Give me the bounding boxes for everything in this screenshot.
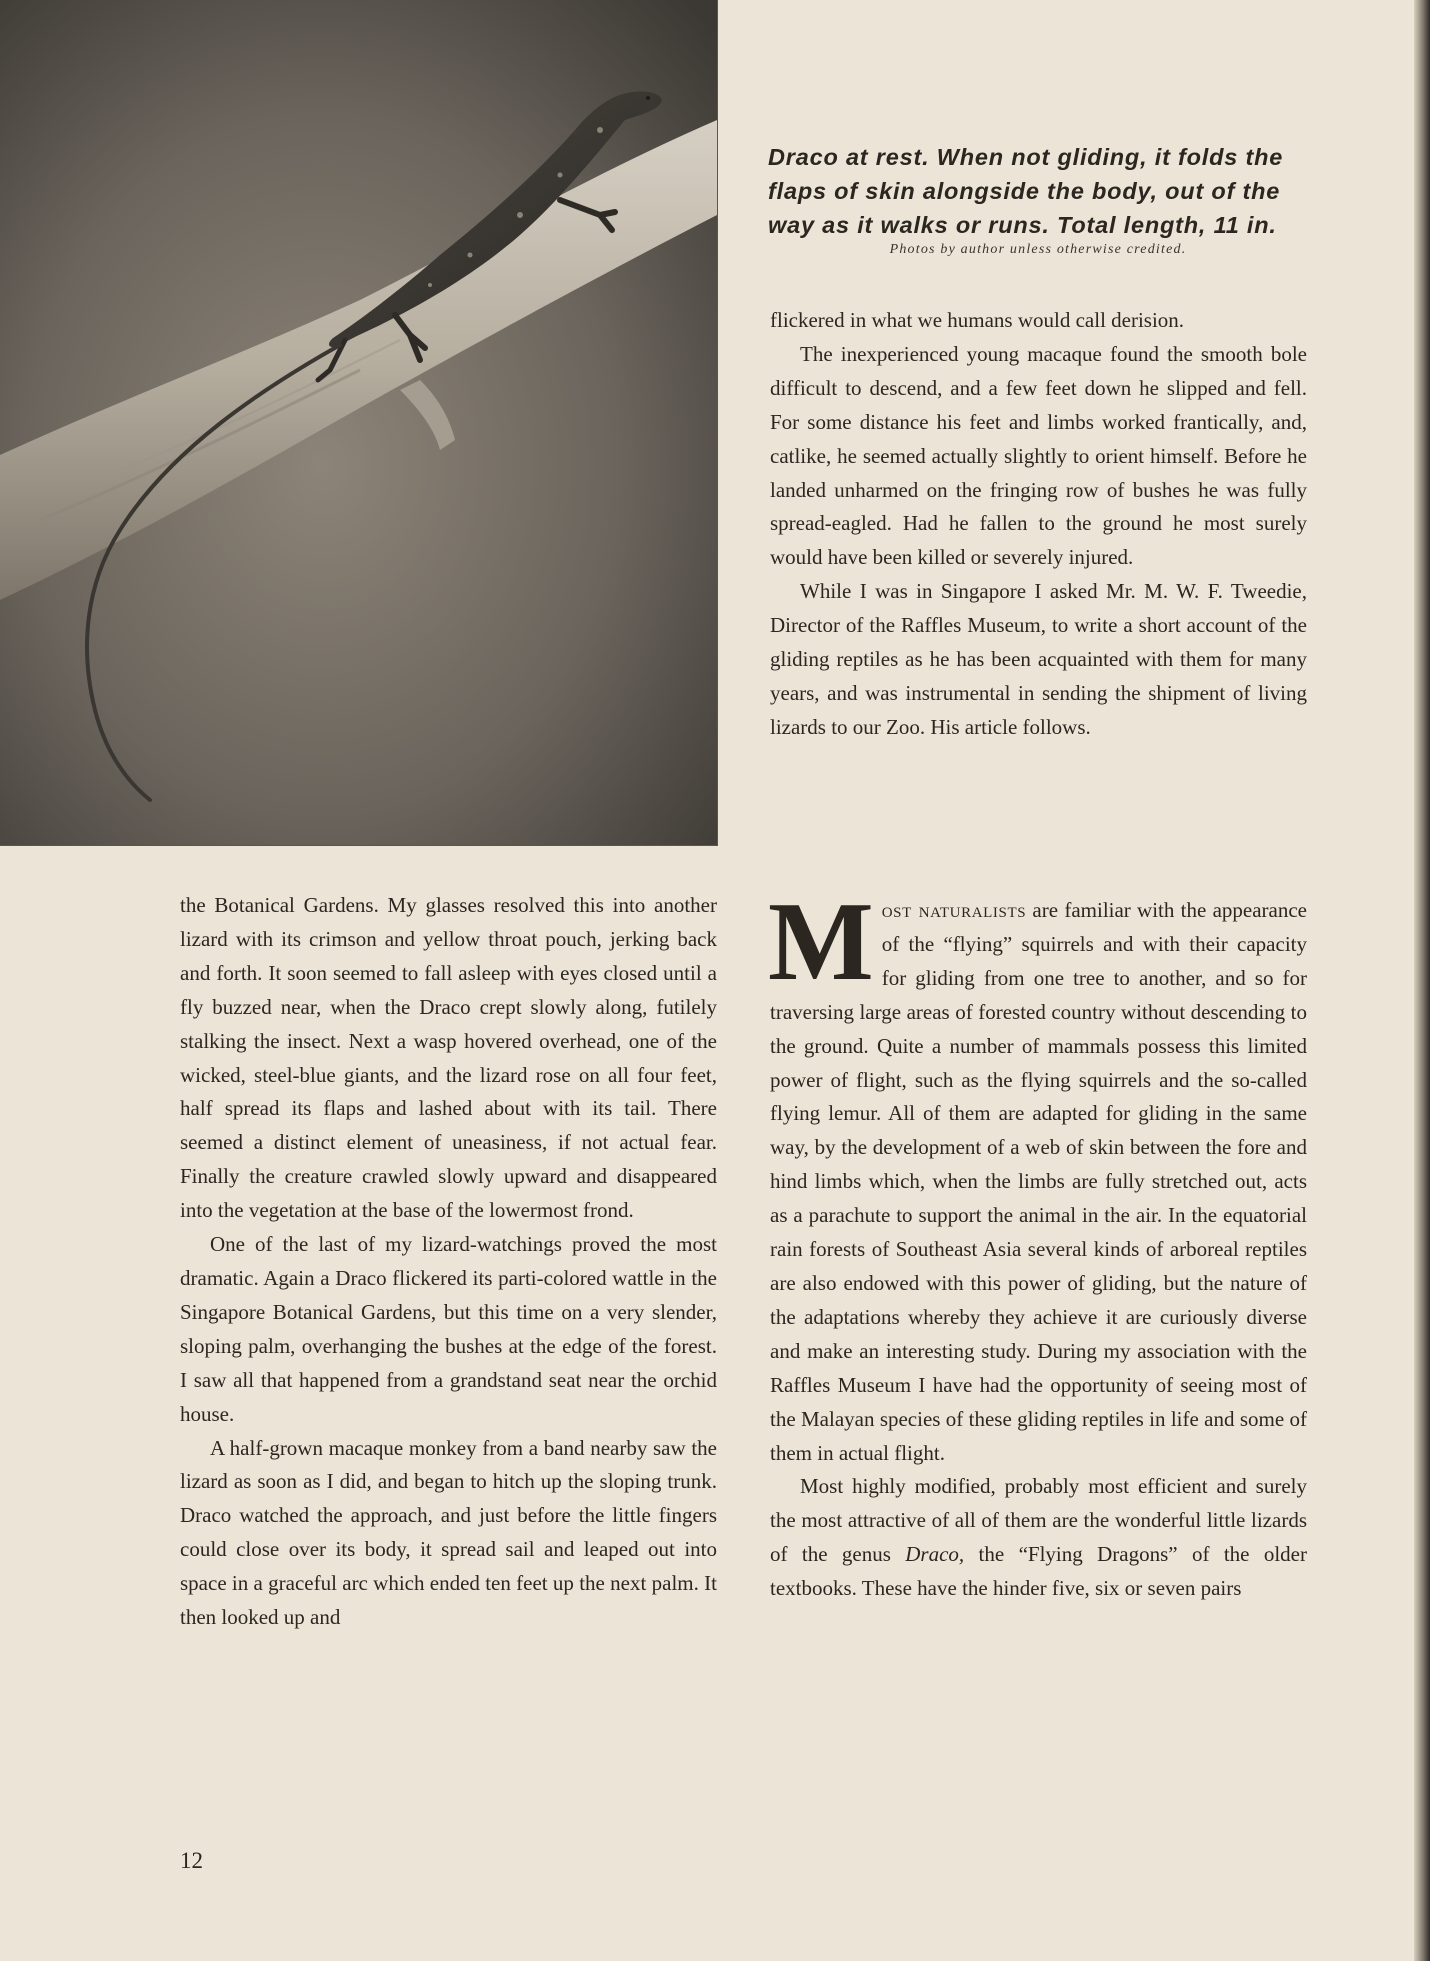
lead-small-caps: ost naturalists [881, 898, 1027, 922]
paragraph: The inexperienced young macaque found the smooth bole difficult to descend, and a few feet down he slipped and fell. For some distance his feet and limbs worked frantically, and, catlike, he seemed actually slightly to orient himself. Before he landed unharmed on the fringing row of bushes he was fully spread-eagled. Had he fallen to the ground he most surely would have been killed or severely injured. [770, 341, 1307, 570]
right-column-article [768, 880, 1308, 1606]
page-number: 12 [180, 1848, 203, 1873]
caption-line-1: Draco at rest. When not gliding, it folds the [768, 144, 1284, 170]
caption-line-3: way as it walks or runs. Total length, 11 in. [768, 212, 1277, 238]
draco-photo [0, 0, 718, 846]
caption-line-2: flaps of skin alongside the body, out of the [768, 178, 1281, 204]
paragraph: A half-grown macaque monkey from a band nearby saw the lizard as soon as I did, and began to hitch up the sloping trunk. Draco watched the approach, and just before the little fingers could close over its body, it spread sail and leaped out into space in a graceful arc which ended ten feet up the next palm. It then looked up and [180, 1435, 717, 1630]
photo-credit: Photos by author unless otherwise credited. [889, 242, 1187, 257]
left-column [180, 889, 717, 1635]
drop-cap: M [768, 880, 874, 1004]
paragraph: One of the last of my lizard-watchings proved the most dramatic. Again a Draco flickered its parti-colored wattle in the Singapore Botanical Gardens, but this time on a very slender, sloping palm, overhanging the bushes at the edge of the forest. I saw all that happened from a grandstand seat near the orchid house. [180, 1232, 717, 1426]
paragraph: the Botanical Gardens. My glasses resolved this into another lizard with its crimson and yellow throat pouch, jerking back and forth. It soon seemed to fall asleep with eyes closed until a fly buzzed near, when the Draco crept slowly along, futilely stalking the insect. Next a wasp hovered overhead, one of the wicked, steel-blue giants, and the lizard rose on all four feet, half spread its flaps and lashed about with its tail. There seemed a distinct element of uneasiness, if not actual fear. Finally the creature crawled slowly upward and disappeared into the vegetation at the base of the lowermost frond. [180, 893, 717, 1223]
article-first-paragraph [768, 880, 1307, 1470]
draco-photo-image [0, 0, 717, 845]
page-edge-shadow [1414, 0, 1430, 1961]
photo-caption [768, 140, 1308, 242]
paragraph-text: Most highly modified, probably most efficient and surely the most attractive of all of them are the wonderful little lizards of the genus [770, 1474, 1307, 1567]
genus-name: Draco, [905, 1542, 965, 1567]
paragraph: flickered in what we humans would call derision. [770, 308, 1185, 332]
right-column-top [770, 304, 1307, 745]
paragraph [770, 1470, 1307, 1606]
paragraph-text: the “Flying Dragons” of the older textbooks. These have the hinder five, six or seven pairs [770, 1542, 1308, 1601]
paragraph-text: are familiar with the appearance of the “flying” squirrels and with their capacity for gliding from one tree to another, and so for traversing large areas of forested country without descending to the ground. Quite a number of mammals possess this limited power of flight, such as the flying squirrels and the so-called flying lemur. All of them are adapted for gliding in the same way, by the development of a web of skin between the fore and hind limbs which, when the limbs are fully stretched out, acts as a parachute to support the animal in the air. In the equatorial rain forests of Southeast Asia several kinds of arboreal reptiles are also endowed with this power of gliding, but the nature of the adaptations whereby they achieve it are curiously diverse and make an interesting study. During my association with the Raffles Museum I have had the opportunity of seeing most of the Malayan species of these gliding reptiles in life and some of them in actual flight. [770, 898, 1307, 1465]
paragraph: While I was in Singapore I asked Mr. M. W. F. Tweedie, Director of the Raffles Museum, to write a short account of the gliding reptiles as he has been acquainted with them for many years, and was instrumental in sending the shipment of living lizards to our Zoo. His article follows. [770, 579, 1307, 739]
